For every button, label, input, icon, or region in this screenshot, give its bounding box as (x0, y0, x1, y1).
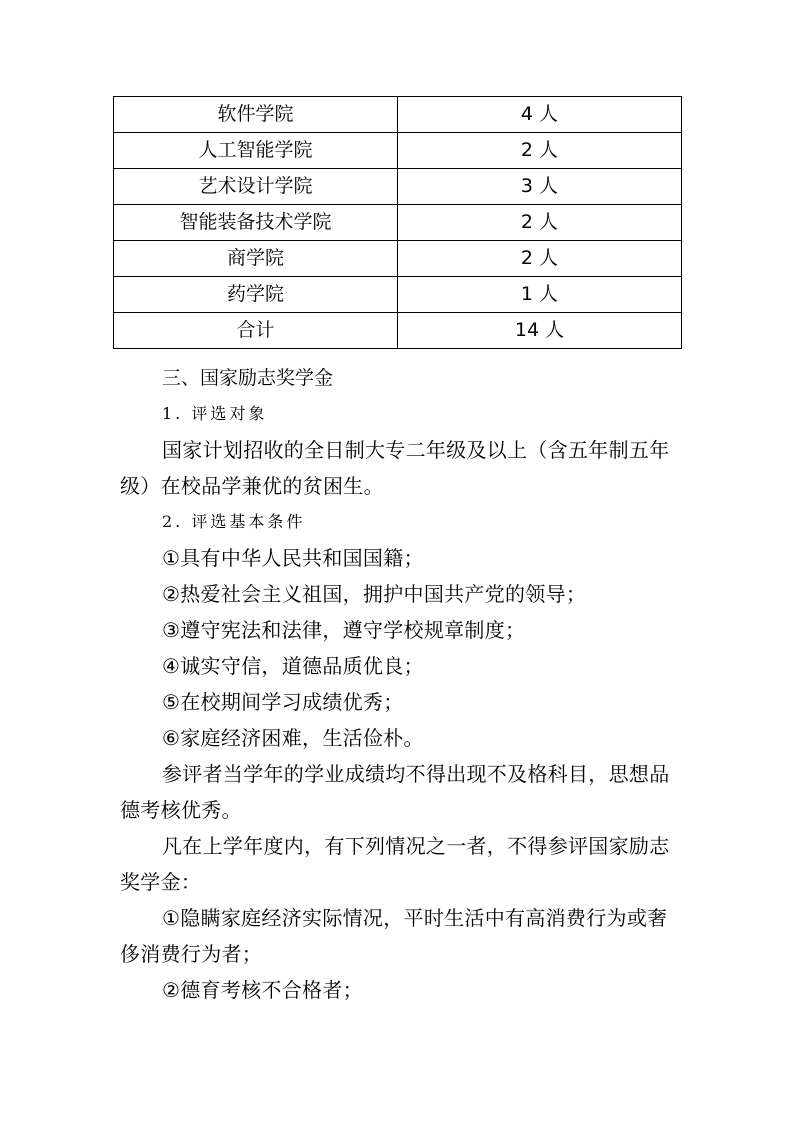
condition-item: ②热爱社会主义祖国，拥护中国共产党的领导； (162, 582, 587, 606)
quota-table (113, 96, 682, 349)
body-text (120, 360, 685, 1008)
college-cell: 人工智能学院 (114, 133, 398, 169)
total-label-cell: 合计 (114, 313, 398, 349)
table-row (114, 133, 682, 169)
condition-item: ⑤在校期间学习成绩优秀； (162, 690, 404, 714)
table-total-row (114, 313, 682, 349)
count-cell: 4 人 (398, 97, 682, 133)
table-row (114, 97, 682, 133)
condition-item: ④诚实守信，道德品质优良； (162, 654, 424, 678)
condition-item: ①具有中华人民共和国国籍； (162, 546, 424, 570)
exclusion-item: ②德育考核不合格者； (162, 978, 363, 1002)
college-cell: 商学院 (114, 241, 398, 277)
condition-item: ⑥家庭经济困难，生活俭朴。 (162, 726, 424, 750)
college-cell: 软件学院 (114, 97, 398, 133)
table-row (114, 205, 682, 241)
college-cell: 药学院 (114, 277, 398, 313)
table-row (114, 241, 682, 277)
exclusion-item: ①隐瞒家庭经济实际情况，平时生活中有高消费行为或奢侈消费行为者； (120, 906, 668, 966)
table-row (114, 277, 682, 313)
exclusion-intro-paragraph: 凡在上学年度内，有下列情况之一者，不得参评国家励志奖学金： (120, 834, 670, 894)
college-cell: 艺术设计学院 (114, 169, 398, 205)
condition-item: ③遵守宪法和法律，遵守学校规章制度； (162, 618, 526, 642)
count-cell: 2 人 (398, 241, 682, 277)
count-cell: 1 人 (398, 277, 682, 313)
count-cell: 2 人 (398, 205, 682, 241)
subheading-eligibility: 1. 评选对象 (162, 404, 268, 423)
table-row (114, 169, 682, 205)
grades-paragraph: 参评者当学年的学业成绩均不得出现不及格科目，思想品德考核优秀。 (120, 762, 670, 822)
total-count-cell: 14 人 (398, 313, 682, 349)
count-cell: 3 人 (398, 169, 682, 205)
subheading-conditions: 2. 评选基本条件 (162, 512, 306, 531)
section-heading: 三、国家励志奖学金 (162, 367, 334, 389)
count-cell: 2 人 (398, 133, 682, 169)
eligibility-paragraph: 国家计划招收的全日制大专二年级及以上（含五年制五年级）在校品学兼优的贫困生。 (120, 438, 670, 498)
college-cell: 智能装备技术学院 (114, 205, 398, 241)
